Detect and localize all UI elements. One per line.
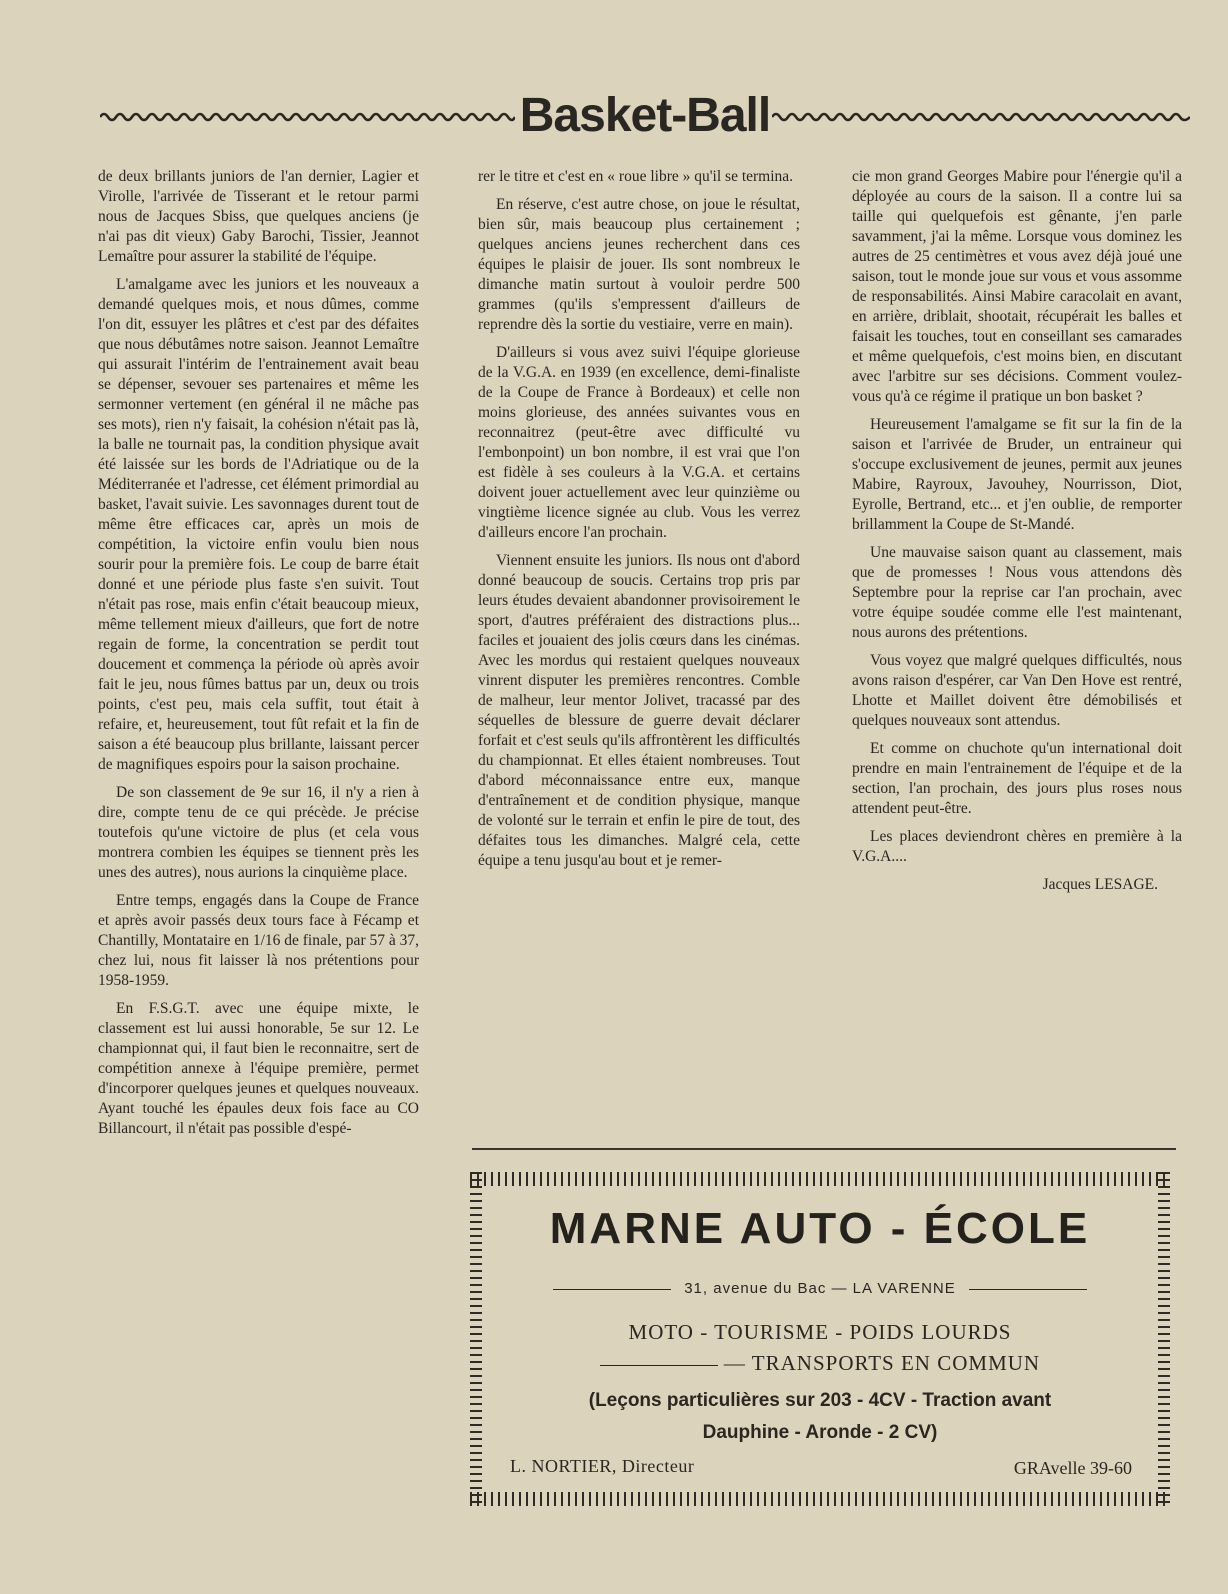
paragraph: cie mon grand Georges Mabire pour l'énergie qu'il a déployée au cours de la saison. Il a contre lui sa taille qui quelquefois est gênante, j'en parle savamment, j'ai la même. Lorsque vous dominez les autres de 25 centimètres et vous avez déjà joué une saison, tout le monde joue sur vous et vous assomme de responsabilités. Ainsi Mabire caracolait en avant, en arrière, driblait, shootait, récupérait les balles et faisait les touches, tout en conseillant ses camarades et même quelquefois, c'est moins bien, en discutant avec l'arbitre sur ses décisions. Comment voulez-vous qu'à ce régime il pratique un bon basket ? [852,168,1182,405]
paragraph: Viennent ensuite les juniors. Ils nous ont d'abord donné beaucoup de soucis. Certains trop pris par leurs études devaient abandonner provisoirement le sport, d'autres préféraient des distractions plus... faciles et jouaient des jolis cœurs dans les cinémas. Avec les mordus qui restaient quelques nouveaux vinrent disputer les premières rencontres. Comble de malheur, leur mentor Jolivet, tracassé par des séquelles de blessure de guerre devait déclarer forfait et c'est seuls qu'ils affrontèrent les difficultés du championnat. Et elles étaient nombreuses. Tout d'abord méconnaissance entre eux, manque d'entraînement et de condition physique, manque de volonté sur le terrain et enfin le pire de tout, des défaites tous les dimanches. Malgré cela, cette équipe a tenu jusqu'au bout et je remer- [478,552,800,869]
rule-line [553,1289,671,1290]
paragraph: Et comme on chuchote qu'un international doit prendre en main l'entrainement de l'équipe et de la section, l'an prochain, des jours plus roses nous attendent peut-être. [852,740,1182,817]
ad-border-right [1158,1172,1170,1506]
section-header [100,82,1190,152]
ad-phone: GRAvelle 39-60 [1013,1458,1132,1478]
paragraph: de deux brillants juniors de l'an dernier, Lagier et Virolle, l'arrivée de Tisserant et le retour parmi nous de Jacques Sbiss, que quelques anciens (je n'ai pas dit vieux) Gaby Barochi, Tissier, Jeannot Lemaître pour assurer la stabilité de l'équipe. [98,168,419,265]
paragraph: De son classement de 9e sur 16, il n'y a rien à dire, compte tenu de ce qui précède. Je précise toutefois qu'une victoire de plus (et cela vous montrera combien les équipes se tiennent près les unes des autres), nous aurions la cinquième place. [98,784,419,881]
rule-line [600,1365,718,1366]
advertisement-box [470,1172,1170,1506]
page-title: Basket-Ball [519,89,771,142]
paragraph: D'ailleurs si vous avez suivi l'équipe glorieuse de la V.G.A. en 1939 (en excellence, demi-finaliste de la Coupe de France à Bordeaux) et celle non moins glorieuse, des années suivantes vous en reconnaitrez (peut-être avec difficulté vu l'embonpoint) un bon nombre, il est vrai que l'on est fidèle à ses couleurs à la V.G.A. et certains doivent jouer actuellement avec leur quinzième ou vingtième licence signée au club. Vous les verrez d'ailleurs encore l'an prochain. [478,344,800,541]
ad-address-street: 31, avenue du Bac [684,1280,827,1297]
wave-ornament-left [100,110,515,124]
paragraph: Heureusement l'amalgame se fit sur la fin de la saison et l'arrivée de Bruder, un entraineur qui s'occupe exclusivement de jeunes, permit aux jeunes Mabire, Rayroux, Javouhey, Nourrisson, Diot, Eyrolle, Bertrand, etc... et j'en oublie, de remporter brillamment la Coupe de St-Mandé. [852,416,1182,533]
ad-border-bottom [470,1492,1170,1506]
paragraph: Une mauvaise saison quant au classement, mais que de promesses ! Nous vous attendons dès Septembre pour la reprise car l'an prochain, avec votre équipe soudée comme elle l'est maintenant, nous aurons des prétentions. [852,544,1182,641]
paragraph: Entre temps, engagés dans la Coupe de France et après avoir passés deux tours face à Fécamp et Chantilly, Montataire en 1/16 de finale, par 57 à 37, chez lui, nous fit laisser là nos prétentions pour 1958-1959. [98,892,419,989]
article-column-3 [852,167,1182,895]
wave-ornament-right [772,110,1190,124]
ad-address-place: LA VARENNE [852,1280,956,1297]
paragraph: Vous voyez que malgré quelques difficultés, nous avons raison d'espérer, car Van Den Hove est rentré, Lhotte et Maillet doivent être démobilisés et quelques nouveaux sont attendus. [852,652,1182,729]
paragraph: rer le titre et c'est en « roue libre » qu'il se termina. [478,168,794,185]
author-signature: Jacques LESAGE. [1042,876,1158,893]
ad-address [520,1280,1120,1297]
ad-lessons-line-2: Dauphine - Aronde - 2 CV) [702,1422,938,1443]
ad-director: L. NORTIER, Directeur [510,1456,695,1476]
ad-services-text: — TRANSPORTS EN COMMUN [723,1351,1041,1375]
rule-line [969,1289,1087,1290]
divider-rule [472,1148,1176,1150]
paragraph: En F.S.G.T. avec une équipe mixte, le classement est lui aussi honorable, 5e sur 12. Le championnat qui, il faut bien le reconnaitre, sert de compétition annexe à l'équipe première, permet d'incorporer quelques jeunes et quelques nouveaux. Ayant touché les épaules deux fois face au CO Billancourt, il n'était pas possible d'espé- [98,1000,419,1137]
paragraph: L'amalgame avec les juniors et les nouveaux a demandé quelques mois, et nous dûmes, comme l'on dit, essuyer les plâtres et c'est par des défaites que nous débutâmes notre saison. Jeannot Lemaître qui assurait l'intérim de l'entrainement avait beau se dépenser, sevouer ses partenaires et même les sermonner vertement (en général il ne mâche pas ses mots), rien n'y faisait, la cohésion n'était pas là, la balle ne tournait pas, la condition physique avait été laissée sur les bords de l'Adriatique ou de la Méditerranée et l'adresse, cet élément primordial au basket, l'avait suivie. Les savonnages durent tout de même être efficaces car, après un mois de compétition, la victoire enfin voulu bien nous sourir pour la première fois. Le coup de barre était donné et une période plus faste s'en suivit. Tout n'était pas rose, mais enfin c'était beaucoup mieux, même tellement mieux d'ailleurs, que fort de notre regain de forme, la concentration se perdit tout doucement et commença la période où après avoir fait le jeu, nous fûmes battus par un, deux ou trois points, c'est peu, mais cela suffit, tout était à refaire, et, heureusement, tout fût refait et la fin de saison a été beaucoup plus brillante, laissant percer de magnifiques espoirs pour la saison prochaine. [98,276,419,773]
ad-lessons-line-1: (Leçons particulières sur 203 - 4CV - Traction avant [588,1390,1052,1411]
ad-address-separator: — [831,1280,848,1297]
ad-services-line-1: MOTO - TOURISME - POIDS LOURDS [628,1320,1012,1344]
ad-border-left [470,1172,482,1506]
paragraph: En réserve, c'est autre chose, on joue le résultat, bien sûr, mais beaucoup plus certainement ; quelques anciens jeunes recherchent dans ces équipes le plaisir de jouer. Ils sont nombreux le dimanche matin surtout à vouloir perdre 500 grammes (qu'ils s'empressent d'ailleurs de reprendre dès la sortie du vestiaire, verre en main). [478,196,800,333]
ad-border-top [470,1172,1170,1186]
article-column-2 [478,167,800,879]
ad-business-name: MARNE AUTO - ÉCOLE [549,1204,1091,1253]
article-column-1 [98,167,419,1147]
paragraph: Les places deviendront chères en première à la V.G.A.... [852,828,1182,865]
ad-services-line-2 [530,1351,1110,1376]
